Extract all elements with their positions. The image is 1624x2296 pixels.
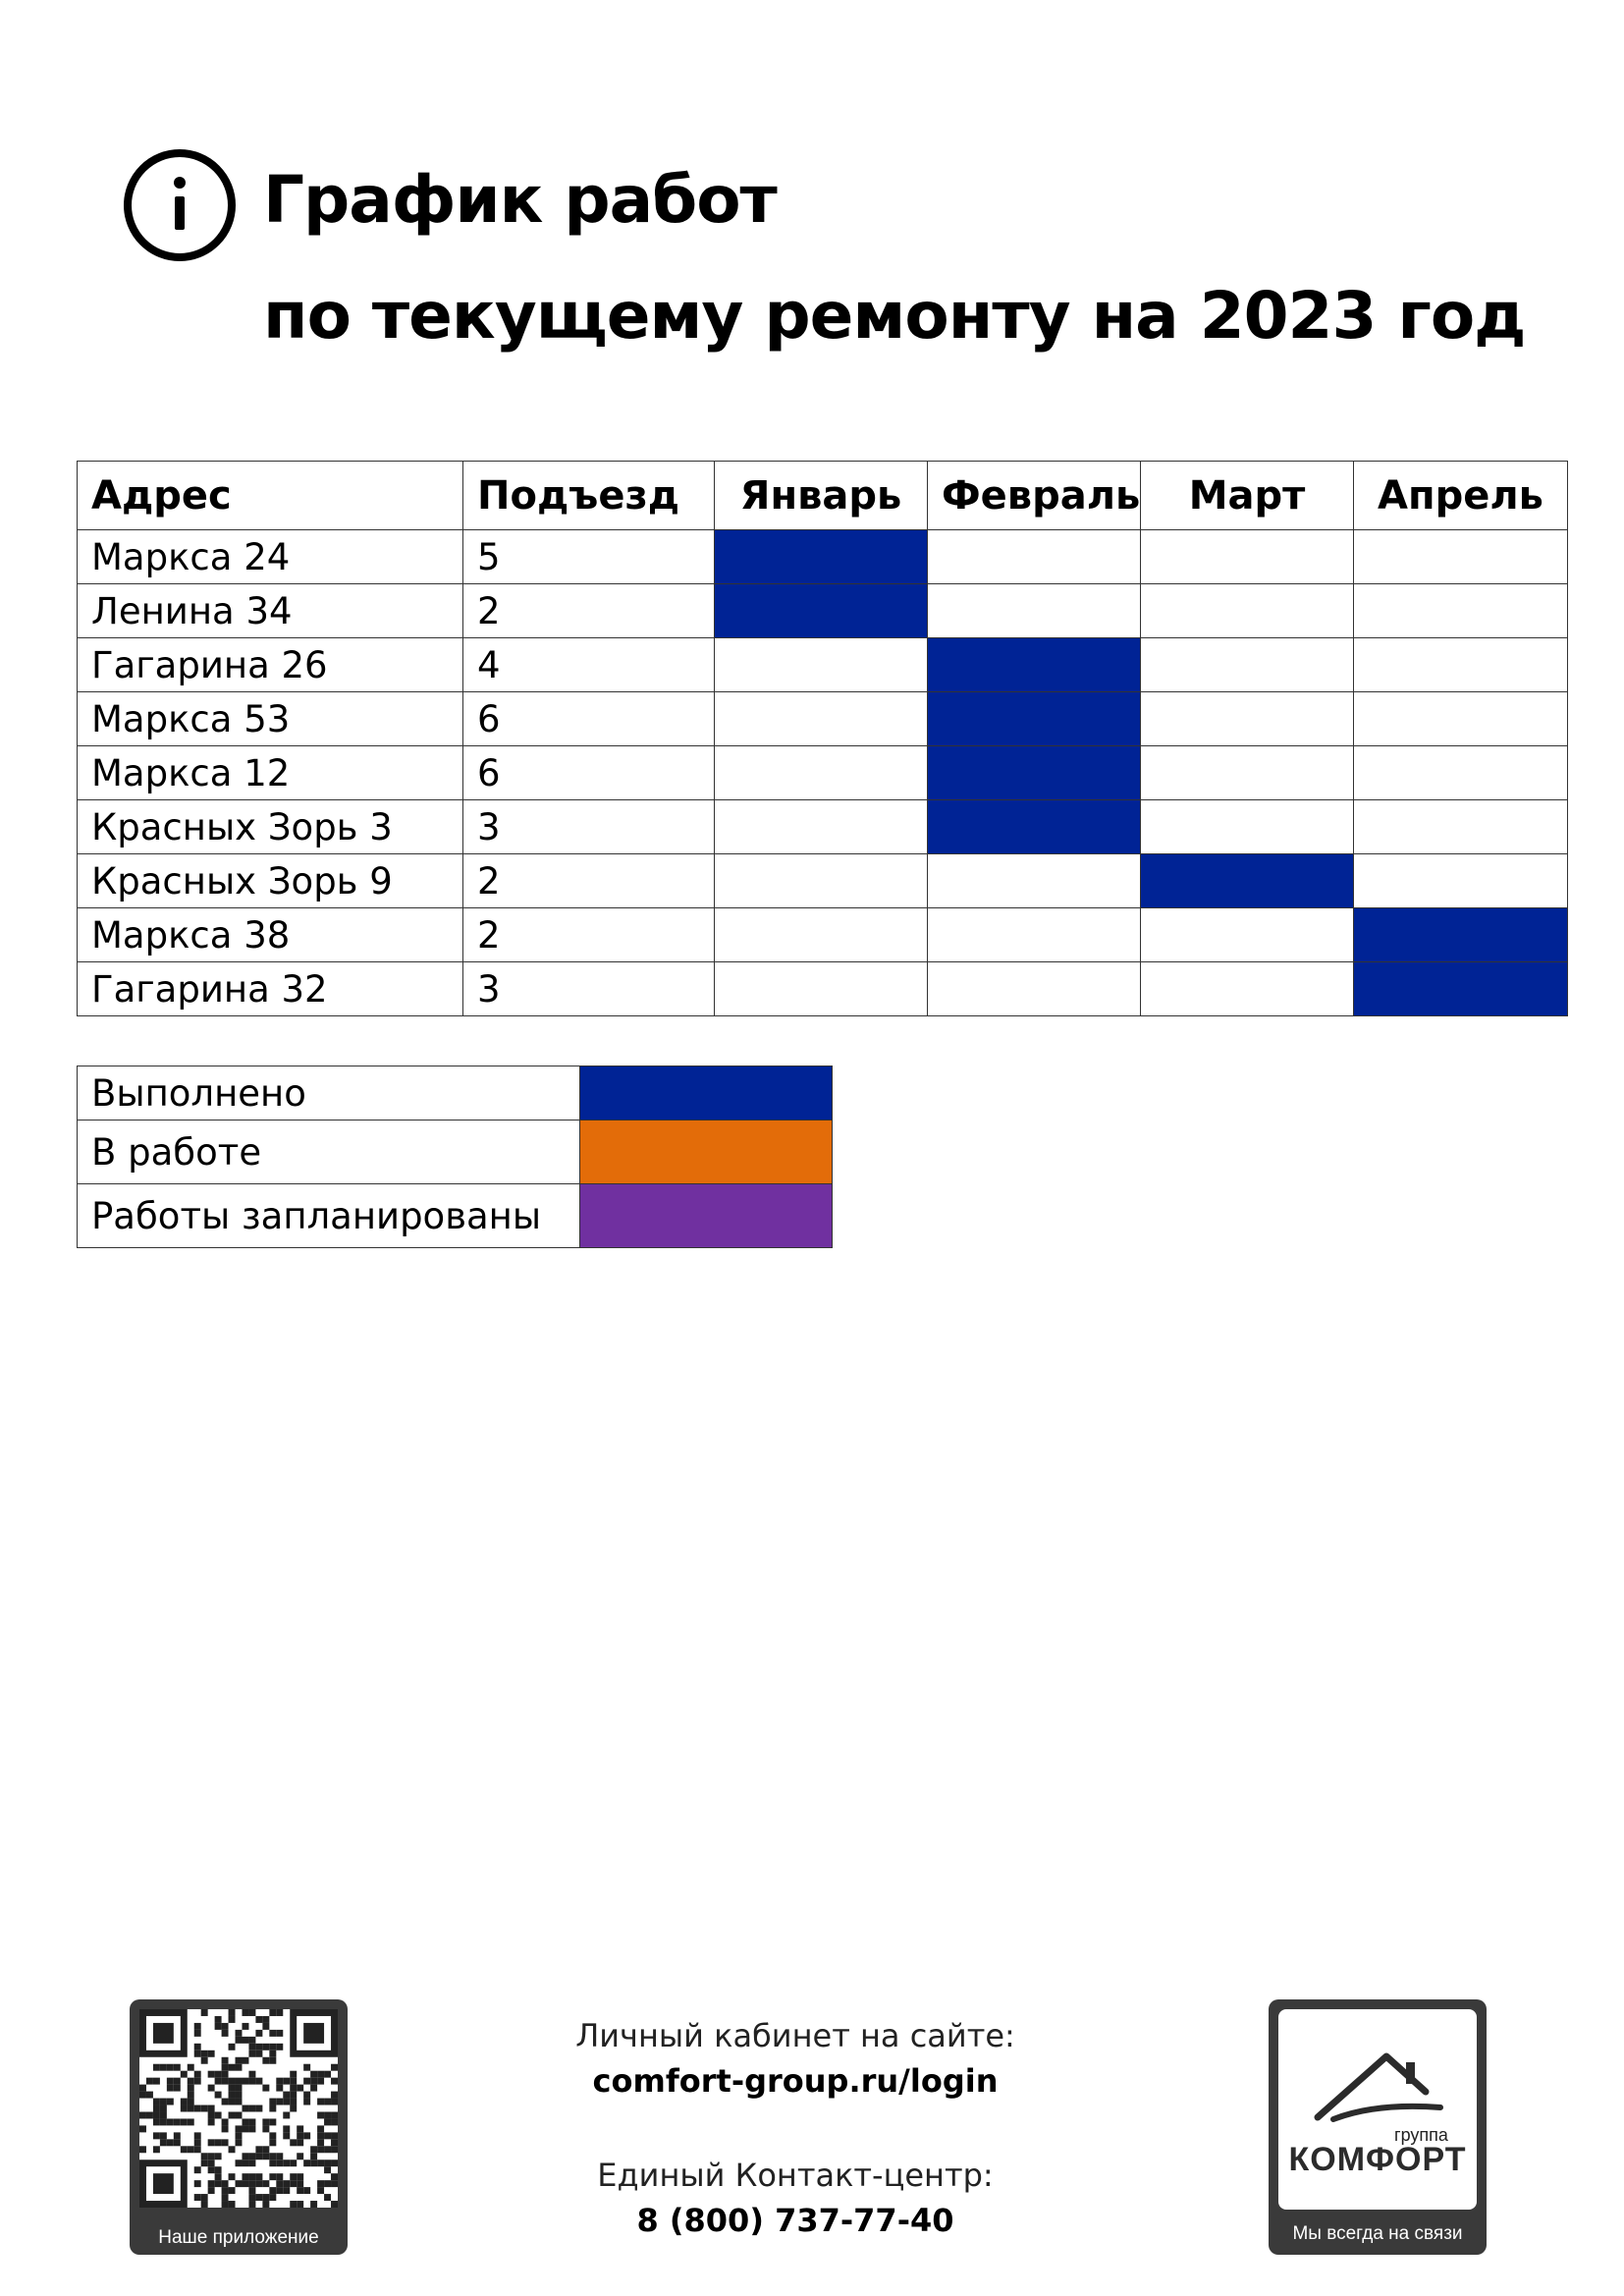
contact-center-label: Единый Контакт-центр:: [597, 2157, 994, 2194]
table-row: [78, 584, 1568, 638]
contact-phone[interactable]: 8 (800) 737-77-40: [636, 2202, 954, 2239]
logo-caption: Мы всегда на связи: [1292, 2223, 1463, 2244]
address-cell: Маркса 12: [78, 746, 463, 800]
qr-image: [139, 2009, 338, 2208]
month-cell-april: [1354, 854, 1568, 908]
table-row: [78, 530, 1568, 584]
table-row: [78, 908, 1568, 962]
qr-pattern-icon: [139, 2009, 338, 2208]
month-cell-february: [928, 584, 1141, 638]
legend-label: Выполнено: [78, 1066, 580, 1121]
table-row: [78, 746, 1568, 800]
month-cell-april: [1354, 800, 1568, 854]
address-cell: Маркса 24: [78, 530, 463, 584]
cabinet-link[interactable]: comfort-group.ru/login: [592, 2062, 999, 2100]
month-cell-march: [1141, 800, 1354, 854]
month-cell-february: [928, 854, 1141, 908]
month-cell-february: [928, 746, 1141, 800]
legend-row: [78, 1184, 833, 1248]
month-cell-february: [928, 692, 1141, 746]
month-cell-march: [1141, 584, 1354, 638]
entrance-cell: 2: [463, 584, 715, 638]
title-line-1: График работ: [263, 162, 777, 238]
address-cell: Маркса 38: [78, 908, 463, 962]
month-cell-february: [928, 962, 1141, 1016]
month-cell-january: [715, 692, 928, 746]
entrance-cell: 4: [463, 638, 715, 692]
table-row: [78, 854, 1568, 908]
header-address: Адрес: [78, 462, 463, 530]
legend-label: Работы запланированы: [78, 1184, 580, 1248]
header-february: Февраль: [928, 462, 1141, 530]
month-cell-february: [928, 638, 1141, 692]
month-cell-january: [715, 800, 928, 854]
month-cell-april: [1354, 908, 1568, 962]
legend-swatch: [580, 1066, 833, 1121]
schedule-header-row: [78, 462, 1568, 530]
month-cell-january: [715, 854, 928, 908]
entrance-cell: 6: [463, 746, 715, 800]
qr-caption: Наше приложение: [158, 2227, 319, 2248]
month-cell-january: [715, 530, 928, 584]
company-logo: [1269, 1999, 1487, 2255]
month-cell-january: [715, 962, 928, 1016]
page-title: [263, 142, 1526, 374]
table-row: [78, 962, 1568, 1016]
address-cell: Красных Зорь 3: [78, 800, 463, 854]
month-cell-january: [715, 746, 928, 800]
header-january: Январь: [715, 462, 928, 530]
address-cell: Гагарина 32: [78, 962, 463, 1016]
entrance-cell: 3: [463, 962, 715, 1016]
month-cell-march: [1141, 854, 1354, 908]
month-cell-march: [1141, 908, 1354, 962]
header-april: Апрель: [1354, 462, 1568, 530]
month-cell-march: [1141, 746, 1354, 800]
table-row: [78, 638, 1568, 692]
month-cell-april: [1354, 530, 1568, 584]
cabinet-label: Личный кабинет на сайте:: [575, 2017, 1015, 2054]
month-cell-march: [1141, 692, 1354, 746]
legend-row: [78, 1066, 833, 1121]
table-row: [78, 800, 1568, 854]
header-entrance: Подъезд: [463, 462, 715, 530]
schedule-table: [77, 461, 1568, 1016]
logo-brand: КОМФОРТ: [1288, 2141, 1467, 2178]
info-icon: [122, 147, 238, 263]
month-cell-april: [1354, 584, 1568, 638]
header-march: Март: [1141, 462, 1354, 530]
app-qr-code[interactable]: [130, 1999, 348, 2255]
address-cell: Маркса 53: [78, 692, 463, 746]
legend-label: В работе: [78, 1121, 580, 1184]
month-cell-february: [928, 908, 1141, 962]
entrance-cell: 3: [463, 800, 715, 854]
entrance-cell: 2: [463, 908, 715, 962]
month-cell-january: [715, 908, 928, 962]
month-cell-march: [1141, 638, 1354, 692]
contact-block: [511, 2013, 1080, 2243]
legend-swatch: [580, 1121, 833, 1184]
entrance-cell: 6: [463, 692, 715, 746]
address-cell: Гагарина 26: [78, 638, 463, 692]
month-cell-january: [715, 584, 928, 638]
logo-small-text: группа: [1394, 2125, 1448, 2145]
title-line-2: по текущему ремонту на 2023 год: [263, 278, 1526, 354]
legend-swatch: [580, 1184, 833, 1248]
legend-table: [77, 1066, 833, 1248]
entrance-cell: 2: [463, 854, 715, 908]
month-cell-march: [1141, 962, 1354, 1016]
month-cell-february: [928, 800, 1141, 854]
table-row: [78, 692, 1568, 746]
month-cell-april: [1354, 962, 1568, 1016]
month-cell-april: [1354, 746, 1568, 800]
address-cell: Ленина 34: [78, 584, 463, 638]
month-cell-april: [1354, 692, 1568, 746]
legend-row: [78, 1121, 833, 1184]
month-cell-january: [715, 638, 928, 692]
month-cell-april: [1354, 638, 1568, 692]
entrance-cell: 5: [463, 530, 715, 584]
month-cell-march: [1141, 530, 1354, 584]
roof-icon: [1278, 2009, 1477, 2137]
address-cell: Красных Зорь 9: [78, 854, 463, 908]
month-cell-february: [928, 530, 1141, 584]
